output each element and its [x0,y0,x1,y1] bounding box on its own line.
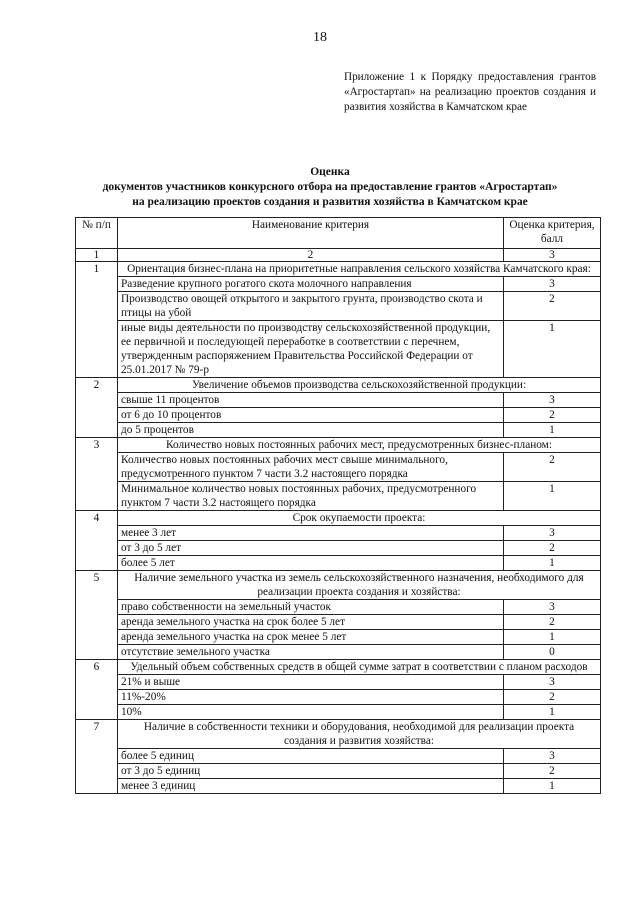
criterion-score: 2 [504,541,601,556]
group-number: 4 [76,511,118,571]
criterion-item-row [76,423,601,438]
criterion-score: 3 [504,600,601,615]
criterion-item-row [76,277,601,292]
index-cell: 2 [118,249,504,262]
criterion-item-row [76,645,601,660]
page-number: 18 [313,30,327,45]
criterion-item-row [76,779,601,794]
appendix-note: Приложение 1 к Порядку предоставления грантов «Агростартап» на реализацию проектов создания и развития хозяйства в Камчатском крае [344,71,596,113]
title-line-1: Оценка [310,166,350,178]
criterion-score: 3 [504,393,601,408]
criterion-group-row [76,438,601,453]
title-line-2: документов участников конкурсного отбора на предоставление грантов «Агростартап» [102,181,558,193]
group-number: 2 [76,378,118,438]
criterion-score: 2 [504,292,601,321]
criterion-score: 0 [504,645,601,660]
document-title [60,165,600,210]
criterion-item-row [76,675,601,690]
criterion-score: 3 [504,749,601,764]
criterion-score: 1 [504,482,601,511]
criterion-group-row [76,511,601,526]
criterion-group-row [76,571,601,600]
criterion-score: 2 [504,453,601,482]
criteria-table-body [76,218,601,794]
criterion-item-row [76,393,601,408]
criterion-score: 1 [504,630,601,645]
criterion-text: иные виды деятельности по производству сельскохозяйственной продукции, ее первичной и последующей переработке в соответствии с перечнем, утвержденным распоряжением Правительства Российской Федерации от 25.01.2017 № 79-р [118,321,504,378]
criterion-item-row [76,630,601,645]
criterion-text: более 5 единиц [118,749,504,764]
criterion-score: 3 [504,277,601,292]
criterion-item-row [76,526,601,541]
group-title: Количество новых постоянных рабочих мест, предусмотренных бизнес-планом: [118,438,601,453]
criterion-group-row [76,378,601,393]
group-number: 6 [76,660,118,720]
group-number: 3 [76,438,118,511]
header-score: Оценка критерия, балл [504,218,601,249]
criterion-text: аренда земельного участка на срок менее 5 лет [118,630,504,645]
criterion-item-row [76,764,601,779]
criterion-score: 1 [504,779,601,794]
group-title: Наличие земельного участка из земель сельскохозяйственного назначения, необходимого для реализации проекта создания и хозяйства: [118,571,601,600]
criterion-text: до 5 процентов [118,423,504,438]
header-criterion: Наименование критерия [118,218,504,249]
group-title: Срок окупаемости проекта: [118,511,601,526]
criterion-text: от 3 до 5 единиц [118,764,504,779]
group-number: 1 [76,262,118,378]
criterion-text: от 6 до 10 процентов [118,408,504,423]
criterion-text: 21% и выше [118,675,504,690]
table-header-row [76,218,601,249]
criterion-group-row [76,720,601,749]
criterion-text: свыше 11 процентов [118,393,504,408]
criterion-item-row [76,600,601,615]
criterion-item-row [76,541,601,556]
criterion-text: Разведение крупного рогатого скота молочного направления [118,277,504,292]
group-title: Удельный объем собственных средств в общей сумме затрат в соответствии с планом расходов [118,660,601,675]
criterion-score: 2 [504,615,601,630]
criterion-item-row [76,292,601,321]
criterion-text: Количество новых постоянных рабочих мест свыше минимального, предусмотренного пунктом 7 части 3.2 настоящего порядка [118,453,504,482]
criterion-text: более 5 лет [118,556,504,571]
criterion-text: Минимальное количество новых постоянных рабочих, предусмотренного пунктом 7 части 3.2 настоящего порядка [118,482,504,511]
criterion-item-row [76,749,601,764]
index-cell: 3 [504,249,601,262]
criterion-item-row [76,482,601,511]
group-number: 7 [76,720,118,794]
criterion-score: 2 [504,764,601,779]
criterion-group-row [76,262,601,277]
criterion-score: 3 [504,675,601,690]
criterion-item-row [76,408,601,423]
criterion-item-row [76,615,601,630]
criterion-item-row [76,321,601,378]
group-title: Наличие в собственности техники и оборудования, необходимой для реализации проекта создания и развития хозяйства: [118,720,601,749]
criterion-score: 3 [504,526,601,541]
criterion-item-row [76,705,601,720]
criterion-score: 1 [504,423,601,438]
criterion-text: 11%-20% [118,690,504,705]
criterion-text: от 3 до 5 лет [118,541,504,556]
criterion-score: 2 [504,408,601,423]
table-index-row [76,249,601,262]
group-title: Увеличение объемов производства сельскохозяйственной продукции: [118,378,601,393]
criterion-group-row [76,660,601,675]
criterion-item-row [76,453,601,482]
header-num: № п/п [76,218,118,249]
criterion-item-row [76,556,601,571]
group-title: Ориентация бизнес-плана на приоритетные направления сельского хозяйства Камчатского края: [118,262,601,277]
criterion-item-row [76,690,601,705]
criterion-score: 2 [504,690,601,705]
criterion-text: отсутствие земельного участка [118,645,504,660]
criterion-text: 10% [118,705,504,720]
criterion-text: менее 3 лет [118,526,504,541]
criterion-score: 1 [504,705,601,720]
criterion-text: право собственности на земельный участок [118,600,504,615]
criterion-score: 1 [504,321,601,378]
criteria-table [75,217,601,794]
title-line-3: на реализацию проектов создания и развития хозяйства в Камчатском крае [132,196,528,208]
index-cell: 1 [76,249,118,262]
criterion-text: аренда земельного участка на срок более 5 лет [118,615,504,630]
group-number: 5 [76,571,118,660]
criterion-score: 1 [504,556,601,571]
criterion-text: Производство овощей открытого и закрытого грунта, производство скота и птицы на убой [118,292,504,321]
criterion-text: менее 3 единиц [118,779,504,794]
